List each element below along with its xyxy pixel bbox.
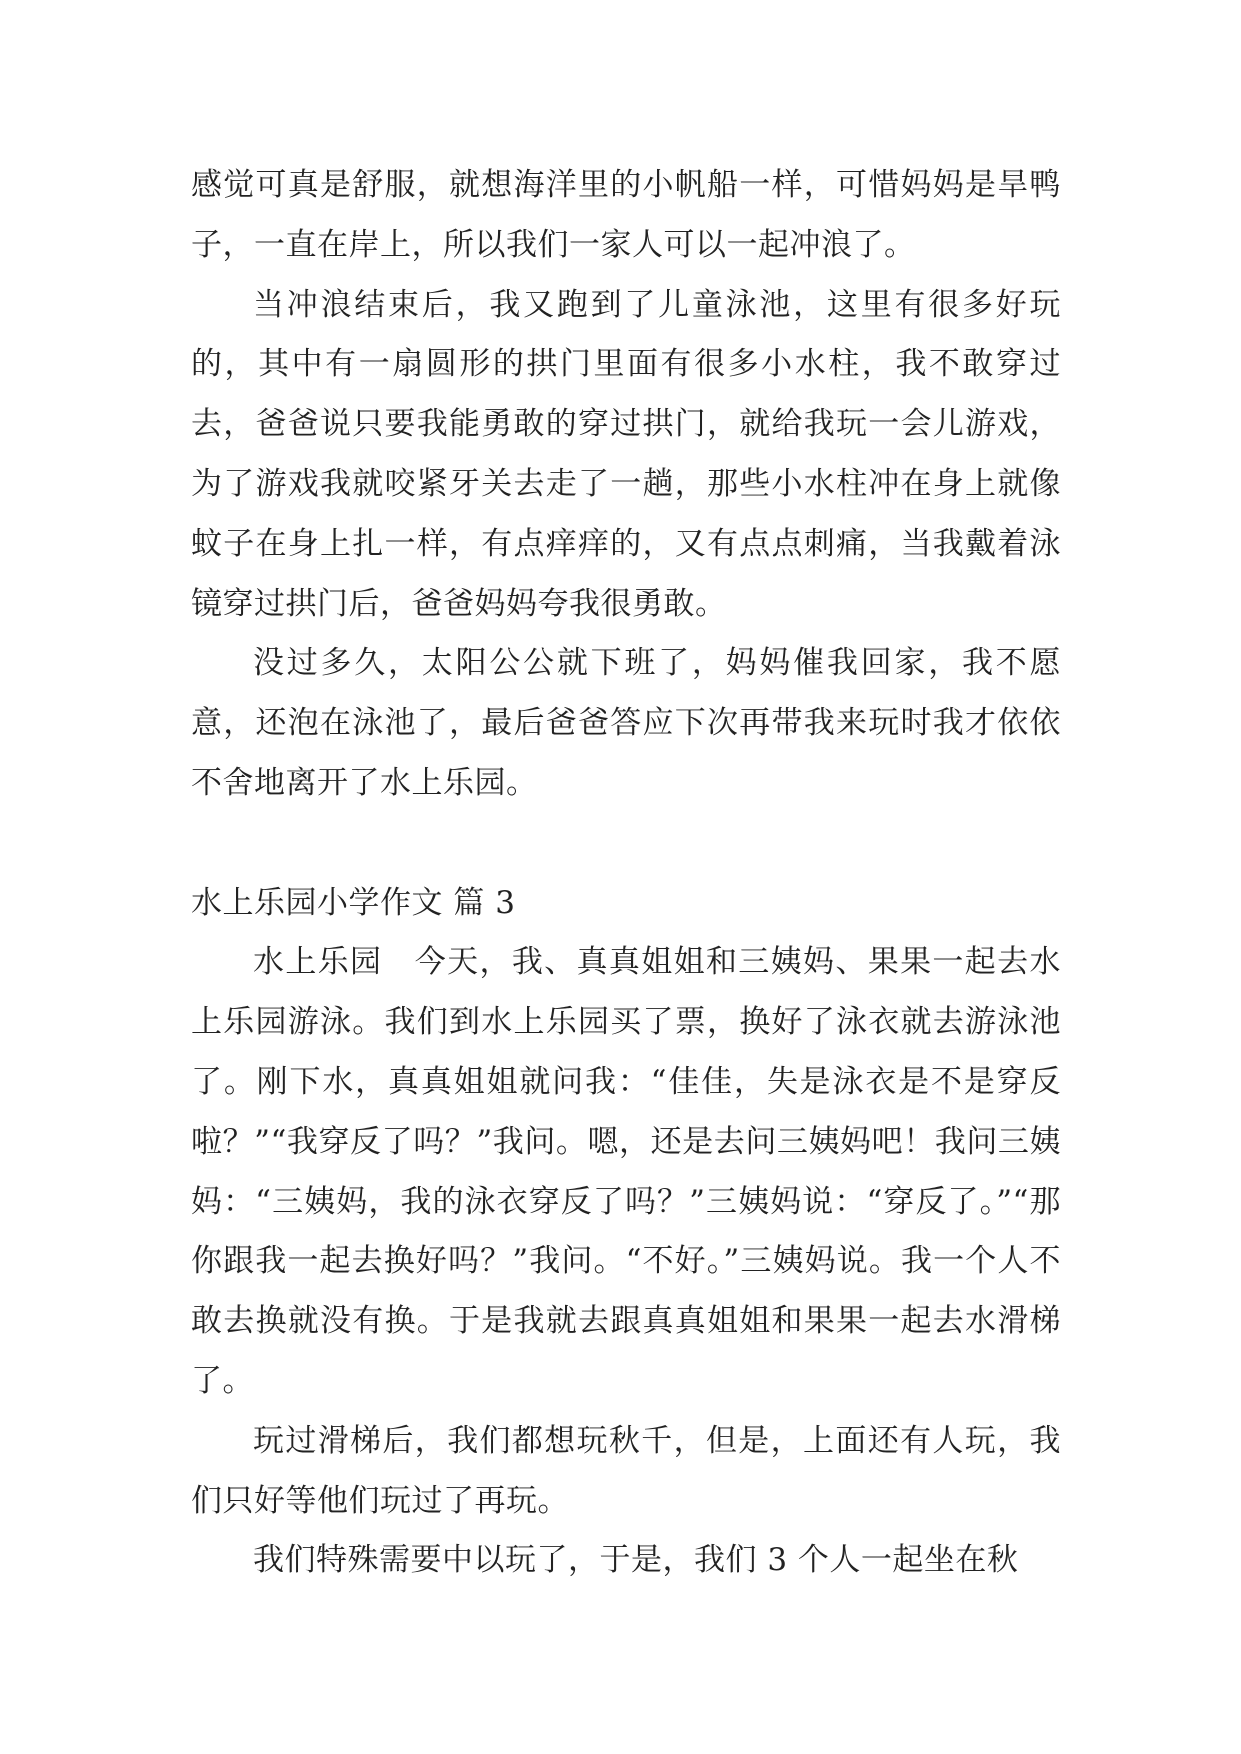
paragraph-swing-wait: 玩过滑梯后，我们都想玩秋千，但是，上面还有人玩，我们只好等他们玩过了再玩。 [191, 1422, 1061, 1519]
paragraph-continuation: 感觉可真是舒服，就想海洋里的小帆船一样，可惜妈妈是旱鸭子，一直在岸上，所以我们一家人可以一起冲浪了。 [191, 167, 1061, 263]
section-heading: 水上乐园小学作文 篇 3 [191, 884, 516, 921]
section-spacer [191, 814, 1061, 874]
paragraph-going-home: 没过多久，太阳公公就下班了，妈妈催我回家，我不愿意，还泡在泳池了，最后爸爸答应下次再带我来玩时我才依依不舍地离开了水上乐园。 [191, 645, 1061, 801]
document-body [191, 156, 1061, 1591]
paragraph-arch-story: 当冲浪结束后，我又跑到了儿童泳池，这里有很多好玩的，其中有一扇圆形的拱门里面有很多小水柱，我不敢穿过去，爸爸说只要我能勇敢的穿过拱门，就给我玩一会儿游戏，为了游戏我就咬紧牙关去走了一趟，那些小水柱冲在身上就像蚊子在身上扎一样，有点痒痒的，又有点点刺痛，当我戴着泳镜穿过拱门后，爸爸妈妈夸我很勇敢。 [191, 286, 1061, 622]
paragraph-swimsuit-story: 水上乐园 今天，我、真真姐姐和三姨妈、果果一起去水上乐园游泳。我们到水上乐园买了票，换好了泳衣就去游泳池了。刚下水，真真姐姐就问我：“佳佳，失是泳衣是不是穿反啦？”“我穿反了吗？”我问。嗯，还是去问三姨妈吧！我问三姨妈：“三姨妈，我的泳衣穿反了吗？”三姨妈说：“穿反了。”“那你跟我一起去换好吗？”我问。“不好。”三姨妈说。我一个人不敢去换就没有换。于是我就去跟真真姐姐和果果一起去水滑梯了。 [191, 944, 1061, 1399]
paragraph-swing-ride: 我们特殊需要中以玩了，于是，我们 3 个人一起坐在秋 [253, 1542, 1019, 1579]
